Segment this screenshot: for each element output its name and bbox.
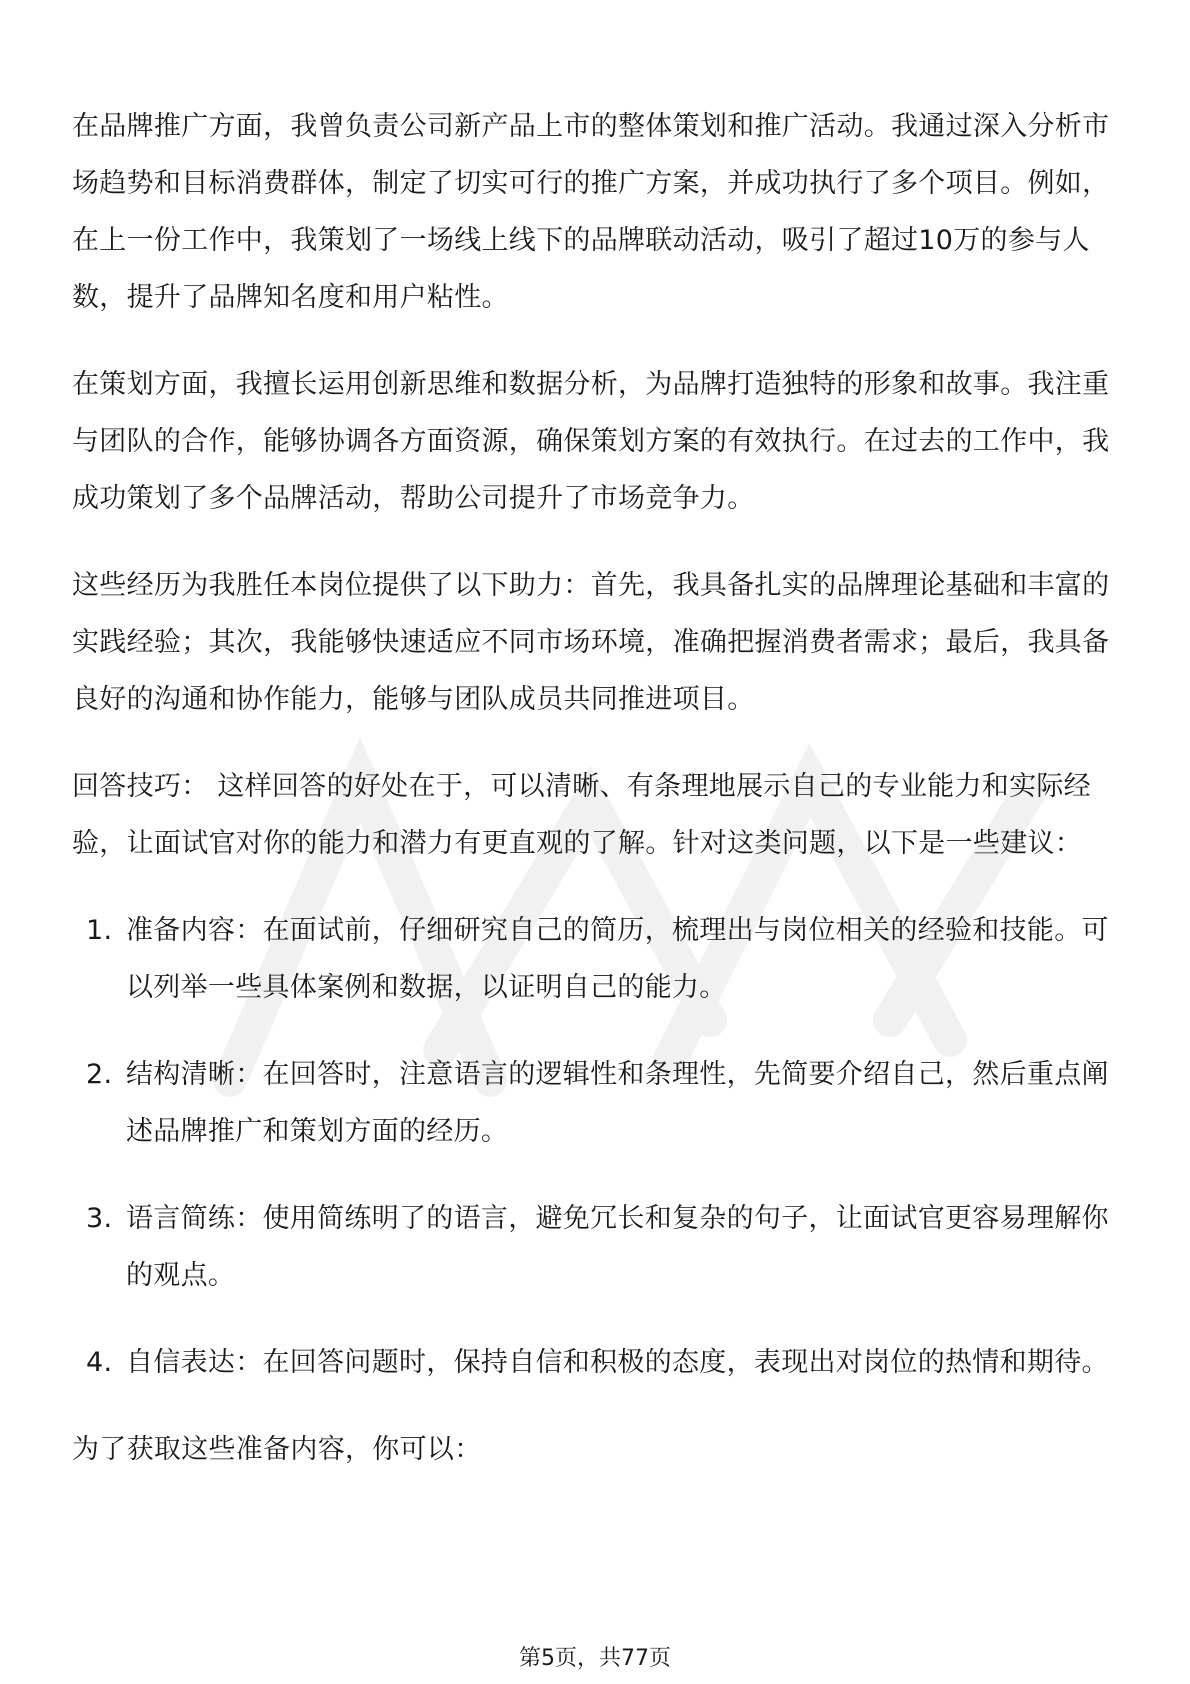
paragraph-answer-tips: 回答技巧： 这样回答的好处在于，可以清晰、有条理地展示自己的专业能力和实际经验，让面试官对你的能力和潜力有更直观的了解。针对这类问题，以下是一些建议： <box>72 771 1091 859</box>
tips-list <box>72 902 1122 1391</box>
list-item-text: 语言简练：使用简练明了的语言，避免冗长和复杂的句子，让面试官更容易理解你的观点。 <box>126 1203 1109 1291</box>
list-item <box>72 1046 1122 1160</box>
document-body <box>72 98 1122 1508</box>
list-item-text: 结构清晰：在回答时，注意语言的逻辑性和条理性，先简要介绍自己，然后重点阐述品牌推广和策划方面的经历。 <box>126 1059 1109 1147</box>
page-footer: 第5页，共77页 <box>519 1646 671 1671</box>
list-item <box>72 902 1122 1016</box>
paragraph-planning: 在策划方面，我擅长运用创新思维和数据分析，为品牌打造独特的形象和故事。我注重与团队的合作，能够协调各方面资源，确保策划方案的有效执行。在过去的工作中，我成功策划了多个品牌活动，帮助公司提升了市场竞争力。 <box>72 369 1110 514</box>
paragraph-brand-promotion: 在品牌推广方面，我曾负责公司新产品上市的整体策划和推广活动。我通过深入分析市场趋势和目标消费群体，制定了切实可行的推广方案，并成功执行了多个项目。例如，在上一份工作中，我策划了一场线上线下的品牌联动活动，吸引了超过10万的参与人数，提升了品牌知名度和用户粘性。 <box>72 111 1110 313</box>
list-item <box>72 1334 1122 1391</box>
list-item-number: 4. <box>86 1347 113 1378</box>
paragraph-experience-benefits: 这些经历为我胜任本岗位提供了以下助力：首先，我具备扎实的品牌理论基础和丰富的实践经验；其次，我能够快速适应不同市场环境，准确把握消费者需求；最后，我具备良好的沟通和协作能力，能够与团队成员共同推进项目。 <box>72 570 1110 715</box>
list-item-number: 3. <box>86 1203 113 1234</box>
list-item-text: 准备内容：在面试前，仔细研究自己的简历，梳理出与岗位相关的经验和技能。可以列举一些具体案例和数据，以证明自己的能力。 <box>126 915 1109 1003</box>
paragraph-closing: 为了获取这些准备内容，你可以： <box>72 1434 482 1465</box>
list-item-text: 自信表达：在回答问题时，保持自信和积极的态度，表现出对岗位的热情和期待。 <box>126 1347 1109 1378</box>
list-item <box>72 1190 1122 1304</box>
list-item-number: 2. <box>86 1059 113 1090</box>
list-item-number: 1. <box>86 915 113 946</box>
